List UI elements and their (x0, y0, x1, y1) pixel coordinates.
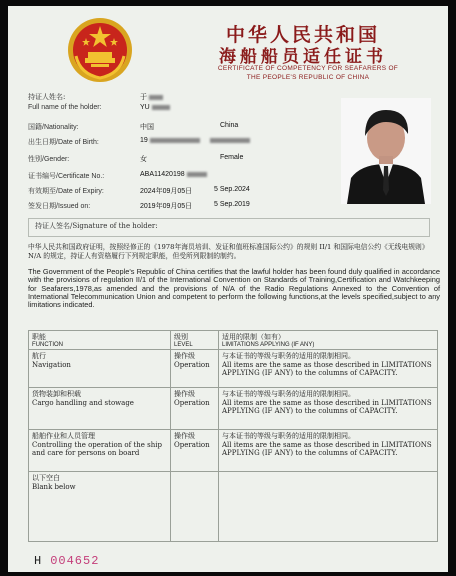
table-row (29, 350, 438, 388)
expiry-date-cn-value: 2024年09月05日 (140, 188, 193, 195)
limitation-en: All items are the same as those described in LIMITATIONS APPLYING (IF ANY) to the columns of CAPACITY. (222, 361, 432, 377)
holder-photo (341, 98, 431, 204)
certificate-no-value: ABA11420198 (140, 171, 207, 178)
holder-name-cn-label: 持证人姓名: (28, 93, 66, 101)
function-cn: 航行 (32, 352, 46, 360)
level-en: Operation (174, 361, 210, 369)
table-row (29, 388, 438, 430)
nationality-cn-value: 中国 (140, 124, 154, 131)
level-en: Operation (174, 441, 210, 449)
title-cn-line2: 海船船员适任证书 (219, 47, 387, 67)
gender-en-value: Female (220, 154, 244, 161)
limitation-cn: 与本证书的等级与职务的适用的限制相同。 (222, 432, 355, 440)
header-function: 职能 FUNCTION (29, 331, 171, 350)
birth-date-label: 出生日期/Date of Birth: (28, 138, 99, 146)
level-en: Operation (174, 399, 210, 407)
holder-name-en-value: YU (140, 104, 170, 111)
limitation-en: All items are the same as those described in LIMITATIONS APPLYING (IF ANY) to the columns of CAPACITY. (222, 441, 432, 457)
issue-date-en-value: 5 Sep.2019 (214, 201, 250, 208)
header-level: 级别 LEVEL (171, 331, 219, 350)
function-en: Controlling the operation of the ship and care for persons on board (32, 441, 162, 457)
level-cn: 操作级 (174, 390, 195, 398)
gender-cn-value: 女 (140, 156, 147, 163)
table-row (29, 472, 438, 542)
table-row (29, 430, 438, 472)
serial-prefix: H (34, 554, 43, 568)
gender-label: 性别/Gender: (28, 155, 70, 163)
limitation-cn: 与本证书的等级与职务的适用的限制相同。 (222, 390, 355, 398)
header-limitations: 适用的限制（如有） LIMITATIONS APPLYING (IF ANY) (219, 331, 438, 350)
birth-date-value: 19 (140, 137, 250, 144)
limitation-en: All items are the same as those described in LIMITATIONS APPLYING (IF ANY) to the columns of CAPACITY. (222, 399, 432, 415)
function-en: Navigation (32, 361, 71, 369)
serial-number (34, 554, 99, 568)
function-cn: 货物装卸和积载 (32, 390, 81, 398)
table-header-row (29, 331, 438, 350)
expiry-date-en-value: 5 Sep.2024 (214, 186, 250, 193)
nationality-en-value: China (220, 122, 239, 129)
title-en-line2: THE PEOPLE'S REPUBLIC OF CHINA (246, 74, 370, 81)
holder-name-cn-value: 于 (140, 92, 163, 102)
national-emblem-icon (66, 16, 134, 84)
function-en: Cargo handling and stowage (32, 399, 134, 407)
level-cn: 操作级 (174, 432, 195, 440)
en-certification-text: The Government of the People's Republic of China certifies that the lawful holder has been found duly qualified in accordance with the provisions of regulation II/1 of the International Convention on Standards of Training,Certification and Watchkeeping for Seafarers,1978,as amended and the provisions of N/A of the Radio Regulations Annexed to the Convention of International Telecommunication Union and competent to perform the following functions,at the levels specified,subject to any limitations indicated. (28, 267, 440, 310)
title-en-line1: CERTIFICATE OF COMPETENCY FOR SEAFARERS OF (217, 65, 399, 72)
nationality-label: 国籍/Nationality: (28, 123, 79, 131)
expiry-date-label: 有效期至/Date of Expiry: (28, 187, 104, 195)
level-cn: 操作级 (174, 352, 195, 360)
function-cn: 以下空白 (32, 474, 60, 482)
certificate-page (8, 6, 448, 572)
issue-date-label: 签发日期/Issued on: (28, 202, 91, 210)
function-cn: 船舶作业和人员管理 (32, 432, 95, 440)
signature-box: 持证人签名/Signature of the holder: (28, 218, 430, 237)
cn-certification-text: 中华人民共和国政府证明，按照经修正的《1978年海员培训、发证和值班标准国际公约》的规则 II/1 和国际电信公约《无线电规则》N/A 的规定，持证人有资格履行下列规定职能，但受所列限制的制约。 (28, 243, 429, 260)
serial-digits: 004652 (50, 554, 100, 568)
limitation-cn: 与本证书的等级与职务的适用的限制相同。 (222, 352, 355, 360)
title-cn-line1: 中华人民共和国 (225, 24, 380, 46)
certificate-no-label: 证书编号/Certificate No.: (28, 172, 105, 180)
issue-date-cn-value: 2019年09月05日 (140, 203, 193, 210)
functions-table (28, 330, 438, 542)
function-en: Blank below (32, 483, 76, 491)
holder-name-en-label: Full name of the holder: (28, 104, 102, 111)
